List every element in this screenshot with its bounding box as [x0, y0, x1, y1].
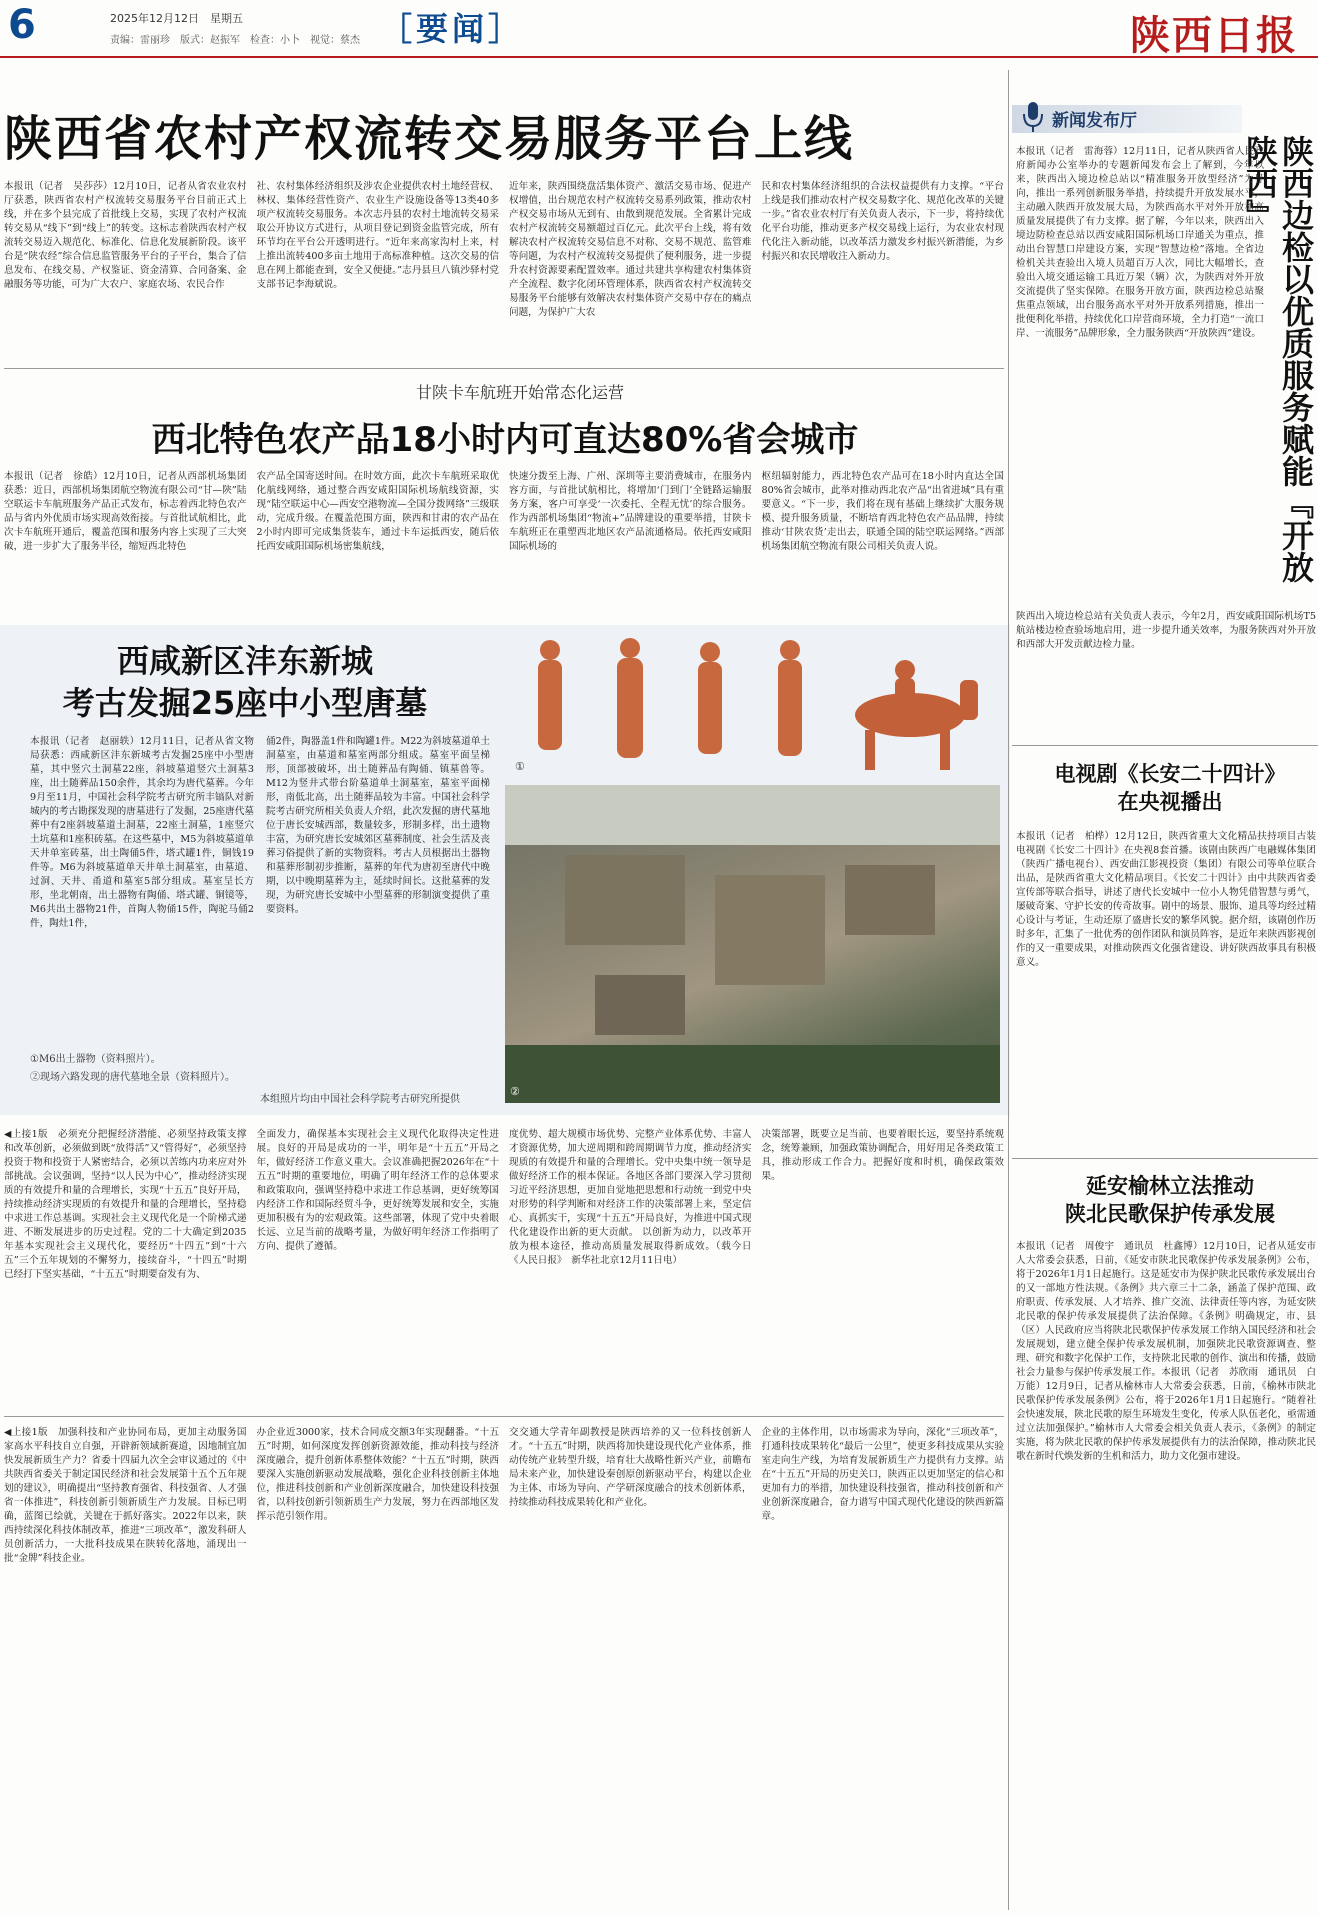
photo-credit: 本组照片均由中国社会科学院考古研究所提供 [260, 1094, 460, 1105]
figurines-photo [510, 630, 1000, 780]
section-tag: ［要闻］ [380, 10, 525, 48]
article-column: 枢纽辐射能力，西北特色农产品可在18小时内直达全国80%省会城市，此举对推动西北农产品“出省进城”具有重要意义。“下一步，我们将在现有基础上继续扩大服务规模、提升服务质量，不断培育西北特色农产品品牌，持续推动‘甘陕农货’走出去，联通全国的陆空联运网络。”西部机场集团航空物流有限公司相关负责人说。 [761, 471, 1004, 552]
excavation-scene-icon [505, 785, 1000, 1103]
folk-song-headline [1030, 1172, 1310, 1228]
article-column: 交交通大学青年副教授是陕西培养的又一位科技创新人才。“十五五”时期，陕西将加快建设现代化产业体系，推动传统产业转型升级，培育壮大战略性新兴产业，前瞻布局未来产业，加快建设秦创原创新驱动平台，构建以企业为主体、市场为导向、产学研深度融合的技术创新体系，持续推动科技成果转化和产业化。 [509, 1427, 752, 1508]
tv-body: 本报讯（记者 柏桦）12月12日，陕西省重大文化精品扶持项目古装电视剧《长安二十四计》在央视8套首播。该剧由陕西广电融媒体集团（陕西广播电视台）、西安曲江影视投资（集团）有限公司等单位联合出品，是陕西省重大文化精品项目。《长安二十四计》由中共陕西省委宣传部等联合指导，讲述了唐代长安城中一位小人物凭借智慧与勇气，屡破奇案、守护长安的传奇故事。剧中的场景、服饰、道具等均经过精心设计与考证，生动还原了盛唐长安的繁华风貌。据介绍，该剧创作历时多年，汇集了一批优秀的创作团队和演员阵容，是近年来陕西影视创作的又一重要成果，对推动陕西文化强省建设、讲好陕西故事具有积极意义。 [1016, 831, 1316, 968]
sidebar-body: 陕西出入境边检总站有关负责人表示，今年2月，西安咸阳国际机场T5航站楼边检查验场地启用，进一步提升通关效率，为服务陕西对外开放和西部大开发贡献边检力量。 [1016, 611, 1316, 650]
article-column: 决策部署，既要立足当前、也要着眼长远，要坚持系统观念，统筹兼顾，加强政策协调配合，用好用足各类政策工具，推动形成工作合力。把握好度和时机，确保政策效果。 [761, 1129, 1004, 1182]
paper-logo: 陕西日报 [1130, 12, 1298, 59]
article-column-text: 度优势、超大规模市场优势、完整产业体系优势、丰富人才资源优势，加大逆周期和跨周期调节力度，推动经济实现质的有效提升和量的合理增长。党中央集中统一领导是做好经济工作的根本保证。各地区各部门要深入学习贯彻习近平经济思想，更加自觉地把思想和行动统一到党中央对形势的科学判断和对经济工作的决策部署上来，坚定信心、真抓实干，实现“十五五”开局良好，为推进中国式现代化建设作出新的更大贡献。 [509, 1129, 752, 1238]
lead-column: 近年来，陕西围绕盘活集体资产、激活交易市场、促进产权增值，出台规范农村产权流转交易系列政策，推动农村产权交易市场从无到有、由散到规范发展。全省累计完成农村产权流转交易额超过百亿元。此次平台上线，将有效解决农村产权流转交易信息不对称、交易不规范、监管难等问题，为农村产权流转交易提供了便利服务，进一步提升农村资源要素配置效率。通过共建共享构建农村集体资产全流程、数字化闭环管理体系，陕西省农村产权流转交易服务平台能够有效解决农村集体资产交易中存在的痛点问题，为保护广大农 [509, 181, 752, 318]
article-column: 农产品全国寄送时间。在时效方面，此次卡车航班采取优化航线网络，通过整合西安咸阳国际机场航线资源，实现“陆空联运中心—西安空港物流—全国分拨网络”三级联动，完成升级。在覆盖范围方面，陕西和甘肃的农产品在2小时内即可完成集货装车，通过卡车运抵西安，随后依托西安咸阳国际机场密集航线， [256, 471, 499, 552]
divider [4, 368, 1004, 369]
article-column: ◀上接1版 加强科技和产业协同布局，更加主动服务国家高水平科技自立自强，开辟新领域新赛道，因地制宜加快发展新质生产力？省委十四届九次全会审议通过的《中共陕西省委关于制定国民经济和社会发展第十五个五年规划的建议》，明确提出“坚持教育强省、科技强省、人才强省一体推进”，科技创新引领新质生产力发展。目标已明确，蓝图已绘就，关键在于抓好落实。2022年以来，陕西持续深化科技体制改革，推进“三项改革”，激发科研人员创新活力，一大批科技成果在陕转化落地，涌现出一批“金牌”科技企业。 [4, 1427, 247, 1564]
microphone-icon [1020, 100, 1046, 134]
article-column: 办企业近3000家，技术合同成交额3年实现翻番。“十五五”时期，如何深度发挥创新资源效能，推动科技与经济深度融合，提升创新体系整体效能？“十五五”时期，陕西要深入实施创新驱动发展战略，强化企业科技创新主体地位，推进科技创新和产业创新深度融合，加快建设科技强省，以科技创新引领新质生产力发展，努力在西部地区发挥示范引领作用。 [256, 1427, 499, 1522]
column-divider [1008, 70, 1009, 1910]
lead-column: 社、农村集体经济组织及涉农企业提供农村土地经营权、林权、集体经营性资产、农业生产设施设备等13类40多项产权流转交易服务。本次志丹县的农村土地流转交易采取公开协议方式进行，从项目登记到资金监管完成，所有环节均在平台公开透明进行。“近年来高家沟村上来，村上推出流转400多亩土地用于高标准种植。这次交易的信息在网上都能查到，安全又便捷。”志丹县旦八镇沙驿村党支部书记李海斌说。 [256, 181, 499, 290]
tv-headline [1030, 760, 1310, 816]
folk-song-headline-line: 延安榆林立法推动 [1086, 1174, 1254, 1198]
sidebar-body: 本报讯（记者 雷海蓉）12月11日，记者从陕西省人民政府新闻办公室举办的专题新闻发布会上了解到，今年以来，陕西出入境边检总站以“精准服务开放型经济”为导向，推出一系列创新服务举措，持续提升开放发展水平，主动融入陕西开放发展大局，为陕西高水平对外开放和高质量发展提供了有力支撑。据了解，今年以来，陕西出入境边防检查总站以西安咸阳国际机场口岸通关为重点，推动出台智慧口岸建设方案，实现“智慧边检”落地。全省边检机关共查验出入境人员超百万人次，同比大幅增长，查验出入境交通运输工具近万架（辆）次，为陕西对外开放交流提供了坚实保障。在服务开放方面，陕西边检总站聚焦重点领域，出台服务高水平对外开放系列措施，推出一批便利化举措，持续优化口岸营商环境，全力打造“一流口岸、一流服务”品牌形象，全力服务陕西“开放陕西”建设。 [1016, 146, 1264, 339]
editor-line: 责编：雷丽珍 版式：赵振军 检查：小卜 视觉：蔡杰 [110, 35, 360, 46]
feature-headline-line: 考古发掘25座中小型唐墓 [62, 684, 428, 722]
folk-song-headline-line: 陕北民歌保护传承发展 [1065, 1202, 1275, 1226]
feature-headline [20, 640, 470, 724]
feature-body [30, 735, 490, 1035]
divider [1012, 745, 1318, 746]
excavation-photo [505, 785, 1000, 1103]
issue-date: 2025年12月12日 星期五 [110, 12, 243, 25]
article-column: ◀上接1版 必须充分把握经济潜能、必须坚持政策支撑和改革创新，必须做到既“放得活”又“管得好”，必须坚持投资于物和投资于人紧密结合，必须以苦练内功来应对外部挑战。会议强调，坚持“以人民为中心”，推动经济实现质的有效提升和量的合理增长，实现“十五五”良好开局，持续推动经济实现质的有效提升和量的合理增长，坚持稳中求进工作总基调。实现社会主义现代化是一个阶梯式递进、不断发展进步的历史过程。党的二十大确定到2035年基本实现社会主义现代化，要经历“十四五”到“十六五”三个五年规划的不懈努力，接续奋斗，“十四五”时期已经打下坚实基础，“十五五”时期要奋发有为、 [4, 1129, 247, 1280]
article-subhead: 甘陕卡车航班开始常态化运营 [415, 383, 624, 402]
tv-headline-line: 在央视播出 [1117, 790, 1223, 814]
sidebar-headline: 陕西边检以优质服务赋能『开放陕西』 [1241, 135, 1315, 583]
lead-headline: 陕西省农村产权流转交易服务平台上线 [4, 111, 855, 167]
continued-article [4, 1426, 1004, 1912]
article-column [509, 1128, 752, 1408]
masthead [0, 0, 1318, 58]
feature-headline-line: 西咸新区沣东新城 [116, 642, 373, 680]
photo-caption: ①M6出土器物（资料照片）。 [30, 1054, 161, 1065]
page-number: 6 [8, 2, 36, 48]
lead-column: 本报讯（记者 吴莎莎）12月10日，记者从省农业农村厅获悉，陕西省农村产权流转交易服务平台目前正式上线，并在多个县完成了首批线上交易，实现了农村产权流转交易从“线下”到“线上”的转变。这标志着陕西农村产权流转交易迈入规范化、标准化、信息化发展新阶段。该平台是“陕农经”综合信息监管服务平台的子平台，集合了信息发布、在线交易、产权鉴证、资金清算、合同备案、金融服务等功能，可为广大农户、家庭农场、农民合作 [4, 181, 247, 290]
lead-body [4, 180, 1004, 360]
tv-headline-line: 电视剧《长安二十四计》 [1054, 762, 1286, 786]
feature-column: 本报讯（记者 赵丽轶）12月11日，记者从省文物局获悉：西咸新区沣东新城考古发掘25座中小型唐墓，其中竖穴土洞墓22座，斜坡墓道竖穴土洞墓3座，出土随葬品150余件，其余均为唐代墓葬。今年9月至11月，中国社会科学院考古研究所丰镐队对新城内的考古勘探发现的唐墓进行了发掘，25座唐代墓葬中有2座斜坡墓道土洞墓，22座土洞墓，1座竖穴土坑墓和1座积砖墓。在这些墓中，M5为斜坡墓道单天井单室砖墓，出土陶俑5件，塔式罐1件，铜钱19件等。M6为斜坡墓道单天井单土洞墓室，由墓道、过洞、天井、甬道和墓室5部分组成。墓室呈长方形，坐北朝南，出土器物有陶俑、塔式罐、铜镜等，M6共出土器物21件，首陶人物俑15件，陶驼马俑2件，陶灶1件， [30, 736, 254, 929]
photo-caption: ②现场六路发现的唐代墓地全景（资料照片）。 [30, 1072, 235, 1083]
photo-label: ① [515, 760, 525, 773]
divider [1012, 1158, 1318, 1159]
photo-label: ② [510, 1085, 520, 1098]
news-banner-title: 新闻发布厅 [1052, 111, 1137, 131]
lead-column: 民和农村集体经济组织的合法权益提供有力支撑。“平台上线是我们推动农村产权交易数字化、规范化改革的关键一步。”省农业农村厅有关负责人表示，下一步，将持续优化平台功能，推动更多产权交易线上运行，为农业农村现代化注入新动能，以改革活力激发乡村振兴新潜能，为乡村振兴和农民增收注入新动力。 [761, 181, 1004, 262]
feature-column: 俑2件，陶器盖1件和陶罐1件。M22为斜坡墓道单土洞墓室，由墓道和墓室两部分组成。墓室平面呈梯形，顶部被破坏，出土随葬品有陶俑、镇墓兽等。M12为竖井式带台阶墓道单土洞墓室，墓室平面梯形，南低北高，出土随葬品较为丰富。中国社会科学院考古研究所相关负责人介绍，此次发掘的唐代墓地位于唐长安城西部，数量较多，形制多样，出土遗物丰富，为研究唐长安城郊区墓葬制度、社会生活及丧葬习俗提供了新的实物资料。考古人员根据出土器物和墓葬形制初步推断，墓葬的年代为唐初至唐代中晚期，以中晚期墓葬为主，延续时间长。这批墓葬的发现，为研究唐长安城中小型墓葬的形制演变提供了重要资料。 [266, 736, 490, 915]
continued-article [4, 1128, 1004, 1408]
folk-song-body: 本报讯（记者 周俊宇 通讯员 杜鑫博）12月10日，记者从延安市人大常委会获悉，日前，《延安市陕北民歌保护传承发展条例》公布，将于2026年1月1日起施行。这是延安市为保护陕北民歌传承发展出台的又一部地方性法规。《条例》共六章三十二条，涵盖了保护范围、政府职责、传承发展、人才培养、推广交流、法律责任等内容，为延安陕北民歌的保护传承发展提供了法治保障。《条例》明确规定，市、县（区）人民政府应当将陕北民歌保护传承发展工作纳入国民经济和社会发展规划，建立健全保护传承发展机制，加强陕北民歌资源调查、整理、研究和数字化保护工作，支持陕北民歌的创作、演出和传播，鼓励社会力量参与保护传承发展工作。本报讯（记者 苏欣雨 通讯员 白万能）12月9日，记者从榆林市人大常委会获悉，日前，《榆林市陕北民歌保护传承发展条例》公布，将于2026年1月1日起施行。“随着社会快速发展，陕北民歌的原生环境发生变化，传承人队伍老化，亟需通过立法加强保护。”榆林市人大常委会相关负责人表示，《条例》的制定实施，将为陕北民歌的保护传承发展提供有力的法治保障，推动陕北民歌在新时代焕发新的生机和活力，助力文化强市建设。 [1016, 1241, 1316, 1462]
article-column-text: 以创新为动力，以改革开放为根本途径，推动高质量发展取得新成效。（载今日《人民日报》 新华社北京12月11日电） [509, 1227, 752, 1266]
article-headline: 西北特色农产品18小时内可直达80%省会城市 [151, 420, 859, 460]
divider [4, 1416, 1004, 1417]
article-column: 全面发力，确保基本实现社会主义现代化取得决定性进展。良好的开局是成功的一半，明年是“十五五”开局之年，做好经济工作意义重大。会议准确把握2026年在“十五五”时期的重要地位，明确了明年经济工作的总体要求和政策取向，强调坚持稳中求进工作总基调，更好统筹国内经济工作和国际经贸斗争，更好统筹发展和安全，实施更加积极有为的宏观政策。这些部署，体现了党中央着眼长远、立足当前的战略考量，为做好明年经济工作指明了方向、提供了遵循。 [256, 1129, 499, 1252]
article-column: 企业的主体作用，以市场需求为导向，深化“三项改革”，打通科技成果转化“最后一公里”，使更多科技成果从实验室走向生产线，为培育发展新质生产力提供有力支撑。站在“十五五”开局的历史关口，陕西正以更加坚定的信心和更加有力的举措，加快建设科技强省，推动科技创新和产业创新深度融合，奋力谱写中国式现代化建设的陕西新篇章。 [761, 1427, 1004, 1522]
article-column: 快速分拨至上海、广州、深圳等主要消费城市，在服务内容方面，与首批试航相比，将增加‘门到门’全链路运输服务方案，客户可享受‘一次委托、全程无忧’的综合服务。作为西部机场集团“物流+”品牌建设的重要举措，甘陕卡车航班正在重塑西北地区农产品流通格局。依托西安咸阳国际机场的 [509, 471, 752, 552]
article-body [4, 470, 1004, 600]
article-column: 本报讯（记者 徐皓）12月10日，记者从西部机场集团获悉：近日，西部机场集团航空物流有限公司“甘—陕”陆空联运卡车航班服务产品正式发布，标志着西北特色农产品与省内外优质市场实现高效衔接。与首批试航相比，此次卡车航班开通后，覆盖范围和服务内容上实现了三大突破，进一步扩大了服务半径，缩短西北特色 [4, 471, 247, 552]
